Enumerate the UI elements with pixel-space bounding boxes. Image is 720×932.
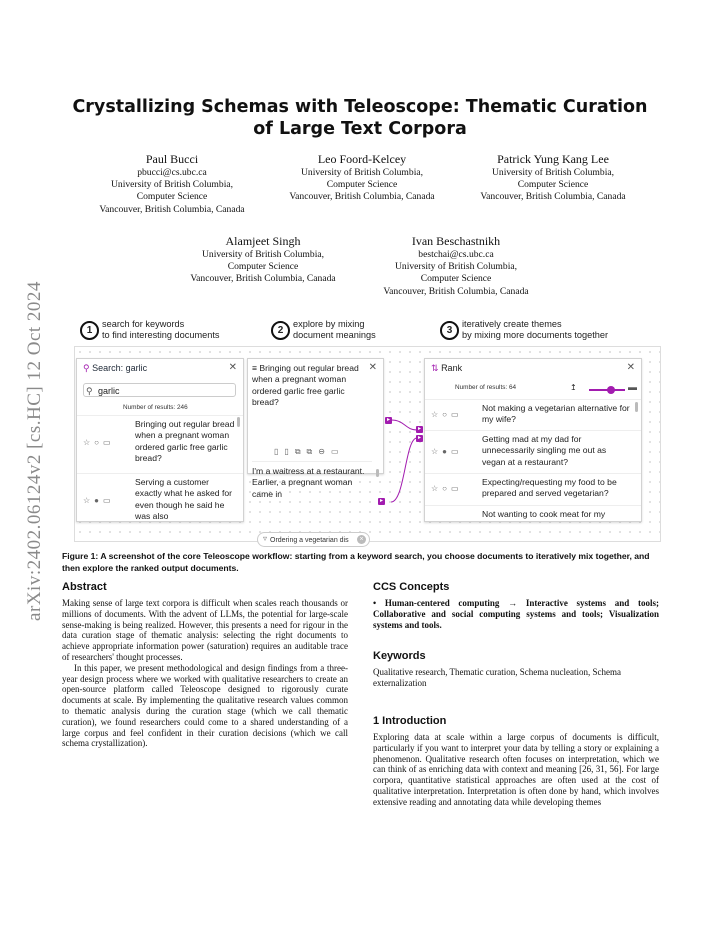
author-email: pbucci@cs.ubc.ca (137, 167, 207, 178)
close-icon[interactable]: ✕ (228, 362, 237, 373)
chip-label: Ordering a vegetarian dis (270, 537, 349, 544)
author-affiliation: University of British Columbia, (201, 249, 325, 260)
circle-icon[interactable]: ○ (94, 438, 104, 447)
author-location: Vancouver, British Columbia, Canada (383, 285, 529, 297)
star-icon[interactable]: ☆ (431, 447, 443, 456)
result-count: Number of results: 246 (123, 404, 188, 411)
folder-icon[interactable]: ▭ (451, 484, 463, 493)
star-icon[interactable]: ☆ (83, 438, 95, 447)
author-block (165, 234, 361, 286)
row-actions (431, 410, 463, 419)
filled-circle-icon[interactable]: ● (442, 447, 452, 456)
figure-caption: Figure 1: A screenshot of the core Teleoscope workflow: starting from a keyword search, you choose documents to iteratively mix together, and then explore the ranked output documents. (62, 551, 650, 573)
star-icon[interactable]: ☆ (431, 410, 443, 419)
link-icon[interactable]: ⊖ (318, 447, 331, 456)
output-port[interactable]: ▸ (386, 417, 390, 423)
result-text: Not wanting to cook meat for my (482, 509, 606, 519)
star-icon[interactable]: ☆ (431, 484, 443, 493)
author-location: Vancouver, British Columbia, Canada (190, 273, 336, 285)
note-add-icon[interactable]: ▯ (284, 447, 295, 456)
author-block (264, 152, 460, 204)
row-actions (431, 447, 463, 456)
author-department: Computer Science (420, 273, 492, 285)
author-department: Computer Science (227, 261, 299, 273)
circle-icon[interactable]: ○ (442, 410, 452, 419)
input-port[interactable]: ▸ (417, 426, 421, 432)
step-text: iteratively create themes (462, 319, 562, 329)
author-name: Ivan Beschastnikh (411, 234, 501, 248)
note-icon[interactable]: ▯ (274, 447, 285, 456)
folder-icon[interactable]: ▭ (451, 410, 463, 419)
folder-icon[interactable]: ▭ (330, 447, 345, 456)
list-item[interactable] (425, 473, 641, 506)
input-port[interactable]: ▸ (417, 435, 421, 441)
keywords-heading: Keywords (373, 650, 426, 662)
copy-all-icon[interactable]: ⧉ (306, 447, 319, 456)
folder-icon[interactable]: ▬ (628, 382, 637, 392)
connection-line (391, 438, 417, 502)
document-body: I'm a waitress at a restaurant. Earlier, a pregnant woman came in (252, 461, 372, 500)
search-icon: ⚲ (83, 363, 90, 373)
search-query: garlic (98, 386, 120, 396)
star-icon[interactable]: ☆ (83, 496, 95, 505)
step-number: 2 (271, 321, 290, 340)
author-block (358, 234, 554, 298)
result-text: Serving a customer exactly what he asked for even though he said he was also (135, 477, 232, 521)
author-location: Vancouver, British Columbia, Canada (99, 203, 245, 215)
close-icon[interactable]: ✕ (368, 362, 377, 373)
folder-icon[interactable]: ▭ (451, 447, 463, 456)
slider-track[interactable] (589, 389, 625, 391)
row-actions (431, 484, 463, 493)
author-name: Patrick Yung Kang Lee (497, 152, 609, 166)
scrollbar[interactable] (635, 402, 638, 412)
author-affiliation: University of British Columbia, (110, 179, 234, 191)
sort-icon[interactable]: ↥ (570, 383, 577, 392)
step-text: search for keywords (102, 319, 185, 329)
result-text: Expecting/requesting my food to be prepared and served vegetarian? (482, 477, 617, 499)
author-department: Computer Science (326, 179, 398, 191)
abstract-paragraph: Making sense of large text corpora is difficult when scales reach thousands or millions of documents. With the advent of LLMs, the potential for large-scale sense-making is being realized. However, this presents a need for rigour in the data curation stage of thematic analysis: selecting the right documents to achieve appropriate information power (saturation) requires an auditable trace of researchers' thought processes. (62, 598, 348, 662)
result-text: Bringing out regular bread when a pregnant woman ordered garlic free garlic bread? (135, 419, 235, 463)
folder-icon[interactable]: ▭ (103, 496, 115, 505)
author-affiliation: University of British Columbia, (394, 261, 518, 273)
author-block (74, 152, 270, 216)
abstract-paragraph: In this paper, we present methodological and design findings from a three-year design process where we worked with qualitative researchers to create an open-source platform called Teleoscope designed to rigorously curate documents at scale. By implementing the qualitative research values common to thematic analysis during the curation stage (which we call thematic curation), we found researchers could come to a shared understanding of a large corpus and feel confident in their curation decisions (which we call schema crystallization). (62, 662, 348, 749)
slider-thumb[interactable] (607, 386, 615, 394)
figure-1 (74, 319, 660, 544)
intro-text: Exploring data at scale within a large corpus of documents is difficult, particularly if you want to interpret your data by telling a story or explaining a phenomenon. Qualitative research often focuses on interpretation, which we can think of as enriching data with context and meaning [26, 31, 56]. For large corpora, quantitative statistical approaches are often used at the cost of qualitative interpretation. Interpretation is often done by hand, which involves extensive reading and annotating data while developing themes (373, 732, 659, 807)
list-item[interactable] (425, 505, 641, 522)
step-number: 1 (80, 321, 99, 340)
arxiv-stamp: arXiv:2402.06124v2 [cs.HC] 12 Oct 2024 (24, 281, 45, 621)
intro-heading: 1 Introduction (373, 715, 447, 727)
author-affiliation: University of British Columbia, (491, 167, 615, 178)
ccs-heading: CCS Concepts (373, 581, 450, 593)
result-count: Number of results: 64 (455, 384, 517, 391)
author-block (455, 152, 651, 204)
workspace-canvas[interactable] (74, 346, 661, 542)
folder-icon[interactable]: ▭ (103, 438, 115, 447)
rank-panel-header (431, 363, 462, 374)
author-location: Vancouver, British Columbia, Canada (289, 191, 435, 203)
abstract-body (62, 598, 348, 749)
author-location: Vancouver, British Columbia, Canada (480, 191, 626, 203)
filled-circle-icon[interactable]: ● (94, 496, 104, 505)
magnifier-icon: ⚲ (86, 386, 93, 396)
chip-remove-icon[interactable]: × (357, 535, 366, 544)
output-port[interactable]: ▸ (379, 498, 383, 504)
copy-icon[interactable]: ⧉ (294, 447, 307, 456)
step-number: 3 (440, 321, 459, 340)
ccs-text: • Human-centered computing → Interactive systems and tools; Collaborative and social computing systems and tools; Visualization systems and tools. (373, 598, 659, 630)
keywords-text: Qualitative research, Thematic curation, Schema nucleation, Schema externalization (373, 667, 621, 688)
connection-line (391, 420, 417, 430)
result-text: Getting mad at my dad for unnecessarily singling me out as vegan at a restaurant? (482, 434, 607, 467)
author-department: Computer Science (136, 191, 208, 203)
close-icon[interactable]: ✕ (626, 362, 635, 373)
author-name: Alamjeet Singh (225, 234, 301, 248)
step-text: to find interesting documents (102, 330, 220, 340)
circle-icon[interactable]: ○ (442, 484, 452, 493)
author-name: Leo Foord-Kelcey (317, 152, 407, 166)
step-text: document meanings (293, 330, 376, 340)
rank-panel (424, 358, 642, 522)
author-email: bestchai@cs.ubc.ca (418, 249, 494, 260)
rank-icon: ⇅ (431, 363, 439, 373)
step-text: explore by mixing (293, 319, 365, 329)
step-text: by mixing more documents together (462, 330, 609, 340)
chip-icon: ▿ (263, 534, 268, 543)
paper-title: Crystallizing Schemas with Teleoscope: Thematic Curation of Large Text Corpora (72, 97, 648, 139)
document-title-text: Bringing out regular bread when a pregnant woman ordered garlic free garlic bread? (252, 363, 359, 407)
rank-panel-title: Rank (441, 363, 463, 373)
abstract-heading: Abstract (62, 581, 107, 593)
list-item[interactable] (425, 399, 641, 431)
search-panel-title: Search: garlic (92, 363, 148, 373)
author-affiliation: University of British Columbia, (300, 167, 424, 178)
author-department: Computer Science (517, 179, 589, 191)
document-icon: ≡ (252, 363, 260, 373)
result-text: Not making a vegetarian alternative for my wife? (482, 403, 630, 425)
author-name: Paul Bucci (145, 152, 199, 166)
list-item[interactable] (425, 430, 641, 474)
